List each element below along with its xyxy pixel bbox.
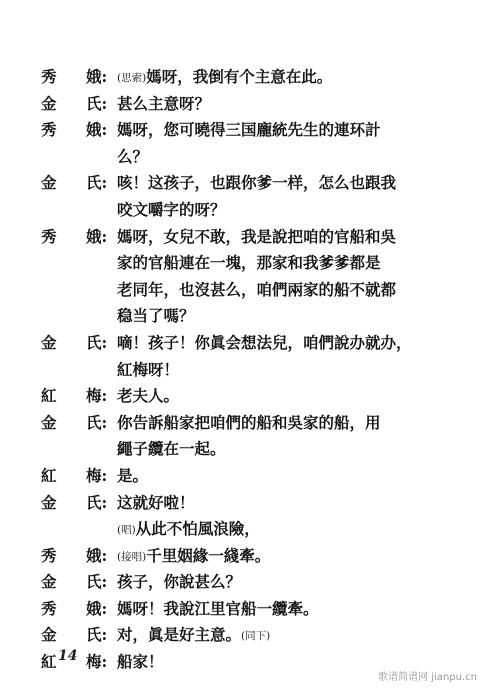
speaker-char-1: 秀 [41, 120, 57, 140]
dialogue-line: 你告訴船家把咱們的船和吳家的船，用 [117, 412, 381, 432]
speaker-char-2: 娥: [86, 545, 108, 565]
dialogue-text [117, 383, 467, 411]
dialogue-text [117, 330, 467, 358]
speaker-char-2: 氏: [86, 625, 108, 645]
speaker-char-2: 娥: [86, 120, 108, 140]
speaker-char-1: 金 [41, 625, 57, 645]
dialogue-line: 媽呀，我倒有个主意在此。 [146, 67, 333, 86]
dialogue-line: 媽呀！我說江里官船一纜牽。 [117, 598, 319, 618]
script-line [0, 622, 487, 649]
speaker-char-1: 金 [41, 93, 57, 113]
script-line [0, 569, 487, 596]
script-line [0, 490, 487, 517]
speaker-char-1: 金 [41, 173, 57, 193]
speaker-char-1: 秀 [41, 598, 57, 618]
speaker-char-2: 氏: [86, 572, 108, 592]
dialogue-line: 是。 [117, 465, 149, 485]
dialogue-text [117, 277, 467, 305]
script-line [0, 330, 487, 357]
script-line [0, 436, 487, 463]
stage-direction-exit: (同下) [241, 630, 271, 643]
script-line [0, 170, 487, 197]
script-line [0, 357, 487, 384]
speaker-char-1: 紅 [41, 386, 57, 406]
script-lines [0, 64, 487, 676]
speaker-char-1: 金 [41, 332, 57, 352]
dialogue-line: 媽呀，女兒不敢，我是說把咱的官船和吳 [117, 226, 397, 246]
dialogue-line: 对，眞是好主意。 [117, 625, 242, 645]
dialogue-text [117, 357, 467, 385]
watermark: 歌谱简谱网 jianpu.cn [378, 672, 477, 683]
speaker-char-2: 梅: [86, 652, 108, 672]
dialogue-line: 孩子，你說甚么？ [117, 572, 242, 592]
script-line [0, 91, 487, 118]
stage-direction: (思索) [117, 72, 147, 84]
speaker-char-1: 金 [41, 412, 57, 432]
script-line [0, 64, 487, 91]
dialogue-line: 咬文嚼字的呀？ [117, 199, 226, 219]
dialogue-line: 紅梅呀！ [117, 359, 180, 379]
speaker-char-2: 梅: [86, 386, 108, 406]
script-line [0, 144, 487, 171]
dialogue-text [117, 250, 467, 278]
dialogue-line: 嘀！孩子！你眞会想法兒，咱們說办就办， [117, 332, 412, 352]
dialogue-text [117, 490, 467, 518]
script-line [0, 277, 487, 304]
stage-direction: (唱) [117, 524, 136, 537]
script-line [0, 250, 487, 277]
speaker-char-1: 秀 [41, 67, 57, 86]
dialogue-text [117, 197, 467, 225]
dialogue-text [117, 543, 467, 571]
stage-direction: (接唱) [117, 550, 147, 563]
dialogue-text [117, 436, 467, 464]
speaker-char-2: 娥: [86, 226, 108, 246]
dialogue-text [117, 596, 467, 624]
dialogue-line: 船家！ [117, 652, 164, 672]
speaker-char-2: 氏: [86, 412, 108, 432]
dialogue-line: 家的官船連在一塊，那家和我爹爹都是 [117, 253, 381, 273]
script-line [0, 596, 487, 623]
speaker-char-1: 紅 [41, 465, 57, 485]
dialogue-text [117, 569, 467, 597]
dialogue-text [117, 144, 467, 172]
speaker-char-2: 娥: [86, 598, 108, 618]
speaker-char-1: 金 [41, 572, 57, 592]
script-line [0, 383, 487, 410]
dialogue-text [117, 303, 467, 331]
speaker-char-2: 氏: [86, 332, 108, 352]
script-line [0, 197, 487, 224]
dialogue-text [117, 91, 467, 119]
dialogue-line: 从此不怕風浪險， [135, 519, 260, 539]
speaker-char-2: 氏: [86, 173, 108, 193]
dialogue-text [117, 64, 467, 92]
dialogue-text [117, 516, 467, 544]
dialogue-text [117, 224, 467, 252]
speaker-char-2: 氏: [86, 492, 108, 512]
dialogue-line: 甚么主意呀？ [117, 93, 211, 113]
script-line [0, 410, 487, 437]
script-line [0, 224, 487, 251]
script-line [0, 303, 487, 330]
script-line [0, 117, 487, 144]
speaker-char-2: 娥: [86, 67, 108, 86]
speaker-char-2: 氏: [86, 93, 108, 113]
dialogue-text [117, 410, 467, 438]
dialogue-text [117, 117, 467, 145]
speaker-char-1: 秀 [41, 545, 57, 565]
dialogue-line: 这就好啦！ [117, 492, 195, 512]
dialogue-line: 千里姻緣一綫牽。 [146, 545, 271, 565]
script-line [0, 516, 487, 543]
dialogue-text [117, 170, 467, 198]
dialogue-text [117, 463, 467, 491]
dialogue-line: 老同年，也沒甚么，咱們兩家的船不就都 [117, 279, 397, 299]
script-line [0, 543, 487, 570]
dialogue-line: 老夫人。 [117, 386, 180, 406]
dialogue-line: 么？ [117, 146, 149, 166]
dialogue-line: 咳！这孩子，也跟你爹一样，怎么也跟我 [117, 173, 397, 193]
speaker-char-1: 紅 [41, 652, 57, 672]
dialogue-text [117, 622, 467, 650]
speaker-char-2: 梅: [86, 465, 108, 485]
page-number: 14 [58, 648, 78, 664]
speaker-char-1: 金 [41, 492, 57, 512]
script-line [0, 463, 487, 490]
dialogue-line: 繩子纜在一起。 [117, 439, 226, 459]
speaker-char-1: 秀 [41, 226, 57, 246]
dialogue-line: 稳当了嗎？ [117, 306, 195, 326]
dialogue-line: 媽呀，您可曉得三国龐統先生的連环計 [117, 120, 381, 140]
